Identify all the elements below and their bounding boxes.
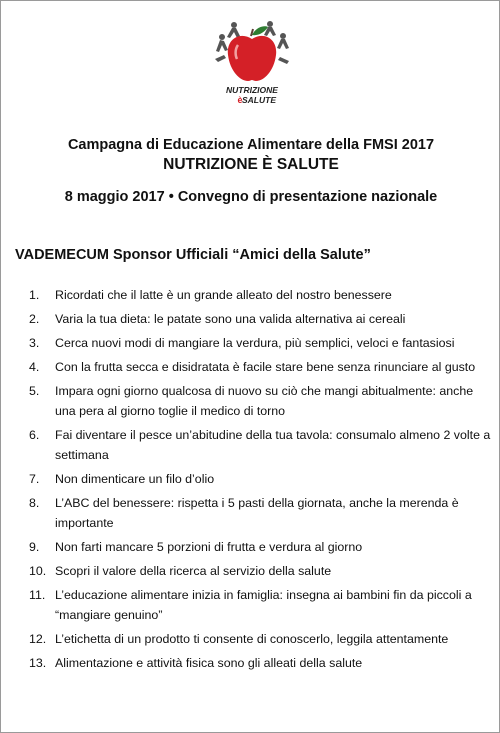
- item-number: 5.: [29, 384, 40, 398]
- list-item: [29, 469, 491, 489]
- campaign-heading: Campagna di Educazione Alimentare della FMSI 2017: [67, 137, 435, 153]
- list-item: [29, 585, 491, 625]
- list-item: [29, 309, 491, 329]
- item-number: 13.: [29, 656, 47, 670]
- item-number: 9.: [29, 540, 40, 554]
- item-text: Non farti mancare 5 porzioni di frutta e verdura al giorno: [55, 540, 363, 554]
- item-text: L’educazione alimentare inizia in famiglia: insegna ai bambini fin da piccoli a “mangiare genuino”: [55, 588, 472, 622]
- event-line: 8 maggio 2017 • Convegno di presentazione nazionale: [64, 189, 438, 205]
- section-title: VADEMECUM Sponsor Ufficiali “Amici della Salute”: [15, 247, 371, 263]
- logo-line2: SALUTE: [242, 95, 276, 105]
- item-number: 10.: [29, 564, 47, 578]
- list-item: [29, 537, 491, 557]
- list-item: [29, 381, 491, 421]
- nutrizione-salute-logo: [210, 15, 294, 107]
- item-number: 3.: [29, 336, 40, 350]
- item-number: 4.: [29, 360, 40, 374]
- item-text: Scopri il valore della ricerca al servizio della salute: [55, 564, 332, 578]
- item-number: 12.: [29, 632, 47, 646]
- list-item: [29, 285, 491, 305]
- list-item: [29, 357, 491, 377]
- list-item: [29, 493, 491, 533]
- item-number: 11.: [29, 588, 46, 602]
- item-number: 1.: [29, 288, 40, 302]
- item-text: Ricordati che il latte è un grande alleato del nostro benessere: [55, 288, 392, 302]
- list-item: [29, 653, 491, 673]
- item-text: Varia la tua dieta: le patate sono una valida alternativa ai cereali: [55, 312, 406, 326]
- item-text: Non dimenticare un filo d’olio: [55, 472, 215, 486]
- list-item: [29, 333, 491, 353]
- item-text: L’ABC del benessere: rispetta i 5 pasti della giornata, anche la merenda è importante: [55, 496, 459, 530]
- logo-connector: è: [237, 95, 243, 105]
- item-number: 6.: [29, 428, 40, 442]
- item-number: 7.: [29, 472, 40, 486]
- item-text: Alimentazione e attività fisica sono gli alleati della salute: [55, 656, 363, 670]
- item-text: Fai diventare il pesce un’abitudine della tua tavola: consumalo almeno 2 volte a settimana: [55, 428, 491, 462]
- item-number: 2.: [29, 312, 40, 326]
- campaign-title: NUTRIZIONE È SALUTE: [163, 156, 339, 173]
- item-number: 8.: [29, 496, 40, 510]
- item-text: L’etichetta di un prodotto ti consente di conoscerlo, leggila attentamente: [55, 632, 449, 646]
- apple-logo-icon: [210, 15, 294, 107]
- list-item: [29, 561, 491, 581]
- list-item: [29, 629, 491, 649]
- item-text: Impara ogni giorno qualcosa di nuovo su ciò che mangi abitualmente: anche una pera al giorno toglie il medico di torno: [55, 384, 474, 418]
- item-text: Cerca nuovi modi di mangiare la verdura, più semplici, veloci e fantasiosi: [55, 336, 455, 350]
- vademecum-list: [29, 285, 491, 677]
- list-item: [29, 425, 491, 465]
- item-text: Con la frutta secca e disidratata è facile stare bene senza rinunciare al gusto: [55, 360, 476, 374]
- logo-line1: NUTRIZIONE: [226, 85, 278, 95]
